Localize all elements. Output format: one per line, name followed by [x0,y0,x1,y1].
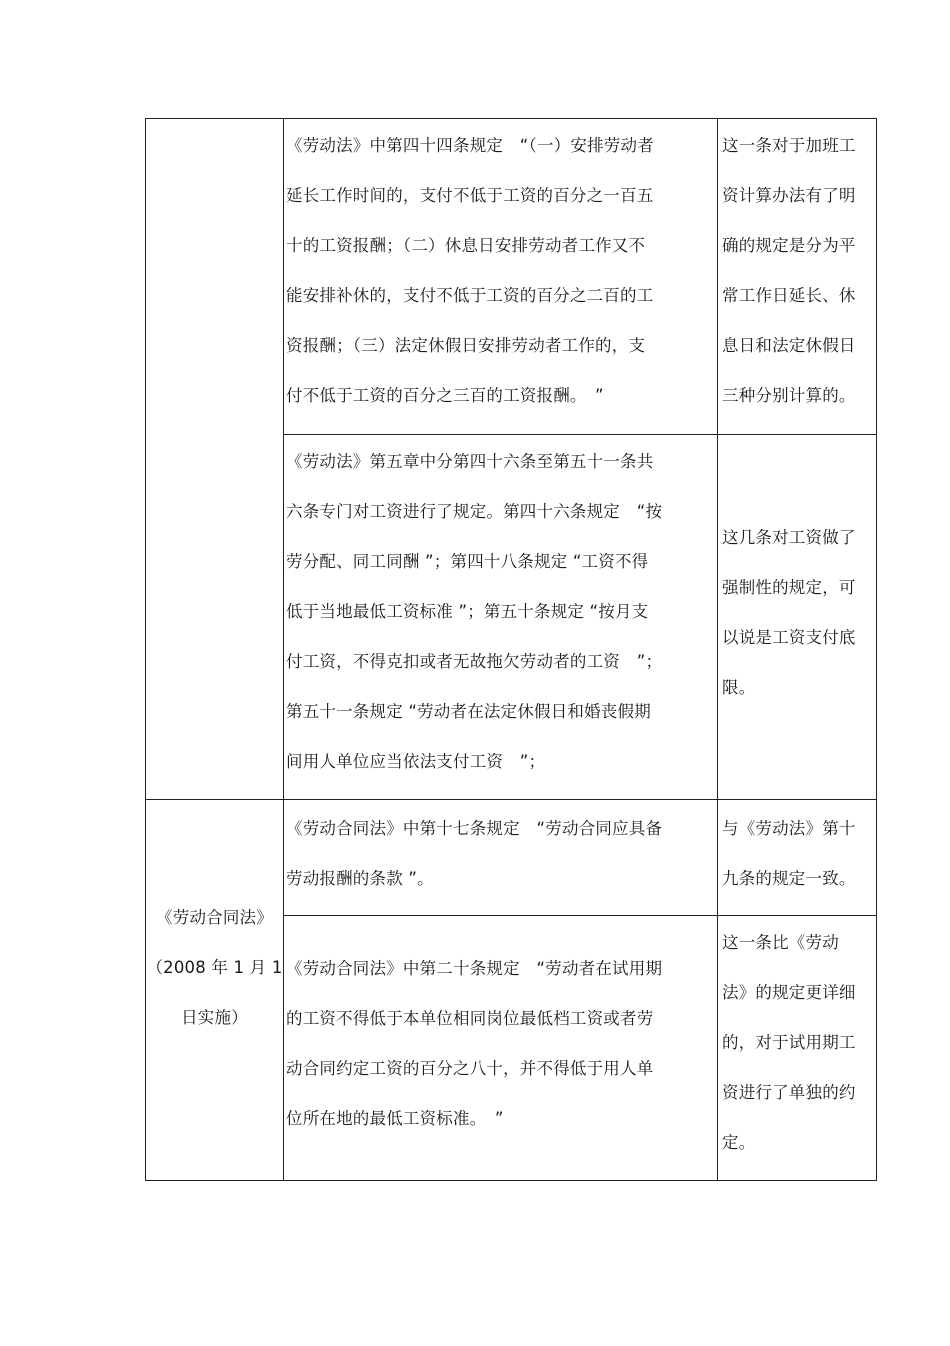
provision-line: 付不低于工资的百分之三百的工资报酬。 ” [286,386,604,405]
law-name: 《劳动合同法》 [156,908,273,927]
note-line: 资计算办法有了明 [722,186,856,205]
law-date-cont: 日实施） [181,1008,248,1027]
law-cell-2 [145,799,284,1181]
note-line: 与《劳动法》第十 [722,819,856,838]
law-cell-1 [145,118,284,800]
law-date: （2008 年 1 月 1 [146,958,283,977]
provision-cell-3 [283,799,718,916]
note-line: 这一条对于加班工 [722,136,856,155]
note-line: 强制性的规定，可 [722,578,856,597]
provision-cell-1 [283,118,718,435]
provision-line: 间用人单位应当依法支付工资 ”； [286,752,546,771]
provision-cell-4 [283,915,718,1181]
note-line: 法》的规定更详细 [722,983,856,1002]
note-line: 确的规定是分为平 [722,236,856,255]
note-line: 这一条比《劳动 [722,933,839,952]
provision-line: 付工资，不得克扣或者无故拖欠劳动者的工资 ”； [286,652,663,671]
note-line: 九条的规定一致。 [722,869,856,888]
provision-line: 第五十一条规定 “劳动者在法定休假日和婚丧假期 [286,702,651,721]
provision-cell-2 [283,434,718,800]
note-line: 这几条对工资做了 [722,528,856,547]
note-line: 限。 [722,678,756,697]
note-cell-1 [717,118,877,435]
note-line: 定。 [722,1133,756,1152]
provision-line: 《劳动合同法》中第二十条规定 “劳动者在试用期 [286,959,663,978]
provision-line: 延长工作时间的，支付不低于工资的百分之一百五 [286,186,654,205]
note-line: 常工作日延长、休 [722,286,856,305]
provision-line: 低于当地最低工资标准 ”；第五十条规定 “按月支 [286,602,649,621]
provision-line: 劳动报酬的条款 ”。 [286,869,434,888]
provision-line: 动合同约定工资的百分之八十，并不得低于用人单 [286,1059,654,1078]
provision-line: 《劳动法》第五章中分第四十六条至第五十一条共 [286,452,654,471]
note-cell-4 [717,915,877,1181]
note-line: 的，对于试用期工 [722,1033,856,1052]
provision-line: 劳分配、同工同酬 ”；第四十八条规定 “工资不得 [286,552,649,571]
note-line: 息日和法定休假日 [722,336,856,355]
note-line: 三种分别计算的。 [722,386,856,405]
note-cell-2 [717,434,877,800]
provision-line: 资报酬；（三）法定休假日安排劳动者工作的，支 [286,336,646,355]
provision-line: 位所在地的最低工资标准。 ” [286,1109,504,1128]
note-line: 以说是工资支付底 [722,628,856,647]
provision-line: 的工资不得低于本单位相同岗位最低档工资或者劳 [286,1009,654,1028]
provision-line: 能安排补休的，支付不低于工资的百分之二百的工 [286,286,654,305]
note-line: 资进行了单独的约 [722,1083,856,1102]
provision-line: 六条专门对工资进行了规定。第四十六条规定 “按 [286,502,663,521]
note-cell-3 [717,799,877,916]
provision-line: 十的工资报酬；（二）休息日安排劳动者工作又不 [286,236,646,255]
provision-line: 《劳动法》中第四十四条规定 “（一）安排劳动者 [286,136,654,155]
law-comparison-table [145,118,877,1181]
provision-line: 《劳动合同法》中第十七条规定 “劳动合同应具备 [286,819,663,838]
